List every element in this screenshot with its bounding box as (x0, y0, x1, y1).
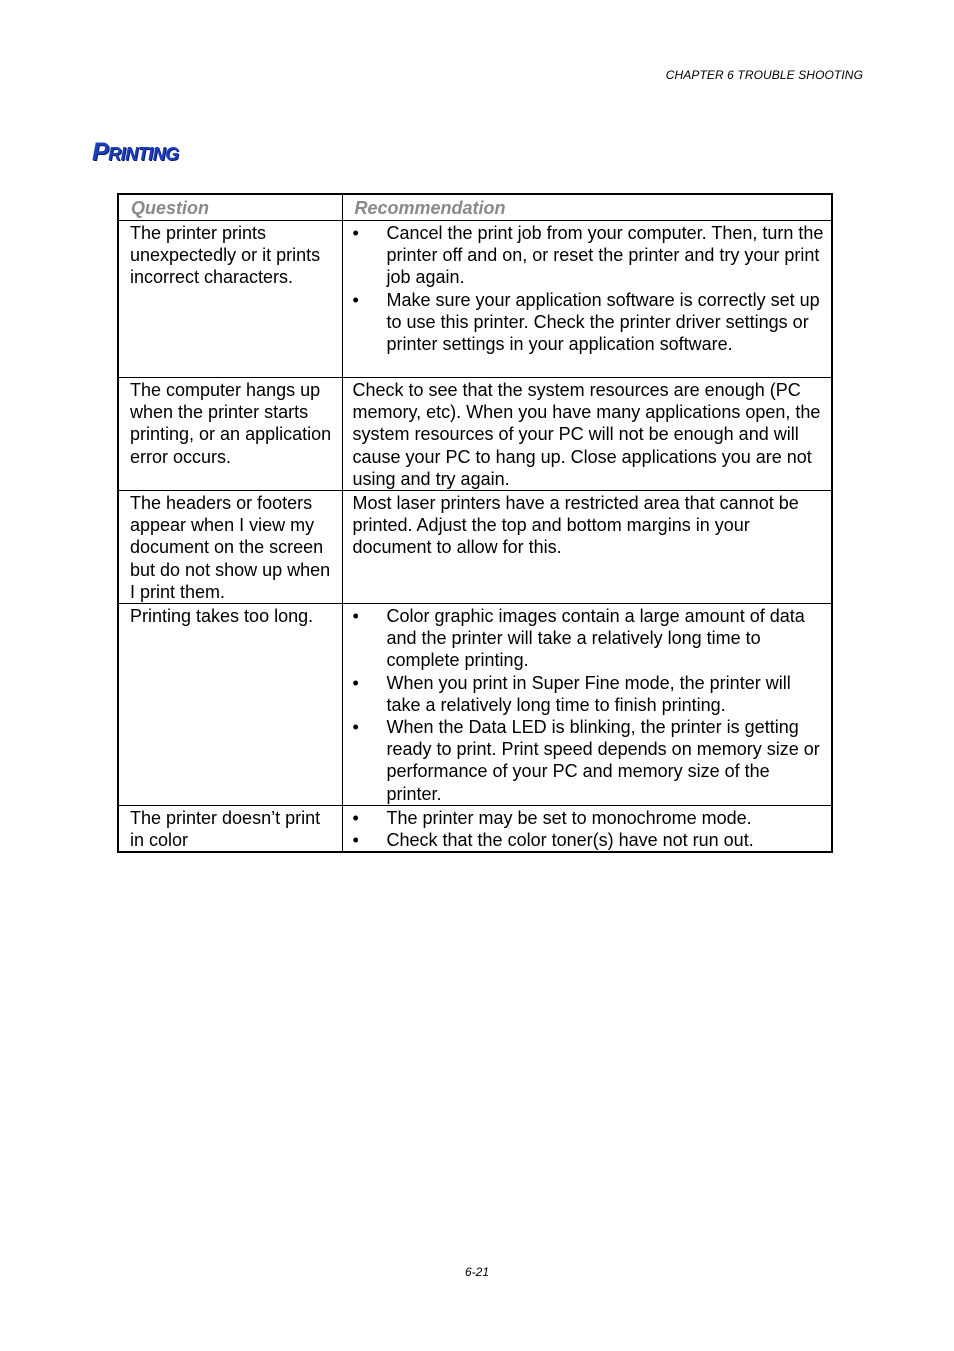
list-item (353, 807, 826, 829)
column-header-question: Question (118, 194, 342, 221)
column-header-recommendation: Recommendation (342, 194, 832, 221)
bullet-icon: • (352, 717, 359, 738)
question-cell: The printer doesn’t print in color (118, 805, 342, 852)
question-cell: The printer prints unexpectedly or it prints incorrect characters. (118, 221, 342, 378)
table-header-row (118, 194, 832, 221)
recommendation-list (353, 222, 826, 355)
recommendation-cell: Most laser printers have a restricted area that cannot be printed. Adjust the top and bottom margins in your document to allow for this. (342, 491, 832, 604)
list-item (353, 222, 826, 289)
bullet-icon: • (352, 672, 359, 693)
question-cell: Printing takes too long. (118, 604, 342, 806)
question-cell: The computer hangs up when the printer starts printing, or an application error occurs. (118, 378, 342, 491)
recommendation-cell: Check to see that the system resources are enough (PC memory, etc). When you have many applications open, the system resources of your PC will not be enough and will cause your PC to hang up. Close applications you are not using and try again. (342, 378, 832, 491)
table-row (118, 491, 832, 604)
list-item-text: Color graphic images contain a large amount of data and the printer will take a relatively long time to complete printing. (386, 606, 805, 671)
table-row (118, 604, 832, 806)
list-item-text: Make sure your application software is correctly set up to use this printer. Check the printer driver settings or printer settings in your application software. (386, 289, 820, 355)
list-item-text: Check that the color toner(s) have not run out. (386, 830, 754, 851)
section-title: Printing (92, 138, 179, 166)
recommendation-cell (342, 221, 832, 378)
bullet-icon: • (352, 830, 359, 851)
list-item-text: When the Data LED is blinking, the printer is getting ready to print. Print speed depends on memory size or performance of your PC and memory size of the printer. (386, 717, 820, 804)
list-item (353, 716, 826, 805)
bullet-icon: • (352, 289, 359, 310)
recommendation-cell (342, 805, 832, 852)
list-item-text: Cancel the print job from your computer. Then, turn the printer off and on, or reset the printer and try your print job again. (386, 223, 824, 288)
recommendation-list (353, 605, 826, 805)
question-cell: The headers or footers appear when I view my document on the screen but do not show up when I print them. (118, 491, 342, 604)
bullet-icon: • (352, 606, 359, 627)
recommendation-list (353, 807, 826, 851)
list-item-text: The printer may be set to monochrome mode. (386, 807, 752, 828)
page-number: 6-21 (464, 1265, 490, 1279)
bullet-icon: • (352, 223, 359, 243)
list-item (353, 289, 826, 356)
bullet-icon: • (352, 807, 359, 828)
list-item-text: When you print in Super Fine mode, the printer will take a relatively long time to finish printing. (386, 672, 791, 715)
table-row (118, 805, 832, 852)
list-item (353, 605, 826, 672)
recommendation-cell (342, 604, 832, 806)
list-item (353, 672, 826, 716)
running-head: CHAPTER 6 TROUBLE SHOOTING (665, 68, 863, 82)
list-item (353, 829, 826, 851)
table-row (118, 221, 832, 378)
table-row (118, 378, 832, 491)
troubleshooting-table (117, 193, 833, 853)
